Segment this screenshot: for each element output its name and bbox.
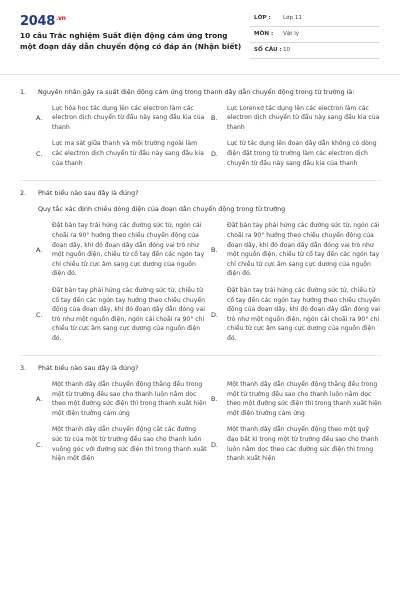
option-c[interactable]	[36, 425, 207, 463]
meta-value: 10	[283, 47, 291, 53]
meta-row-count	[250, 44, 380, 59]
option-letter: A.	[36, 395, 43, 404]
site-logo[interactable]	[20, 14, 66, 29]
question-number: 1.	[20, 88, 27, 96]
question-1	[20, 88, 382, 181]
question-stem	[20, 88, 382, 98]
options-grid	[20, 221, 382, 343]
option-letter: D.	[211, 149, 218, 158]
logo-text: 2048	[20, 14, 55, 29]
option-b[interactable]	[211, 380, 382, 418]
meta-info-box	[250, 12, 380, 60]
options-grid	[20, 380, 382, 464]
option-c[interactable]	[36, 286, 207, 344]
option-text: Một thanh dây dẫn chuyển động thẳng đều trong một từ trường đều sao cho thanh luôn nằm dọc theo một đường sức điện thì trong thanh xuất hiện một điện trường cảm ứng	[227, 381, 382, 417]
option-text: Lực từ tác dụng lên đoạn dây dẫn không có dòng điện đặt trong từ trường làm các electron dịch chuyển từ đầu này sang đầu kia của thanh	[227, 140, 377, 167]
option-letter: C.	[36, 310, 43, 319]
option-letter: D.	[211, 440, 218, 449]
option-letter: A.	[36, 246, 43, 255]
option-text: Lực Lorenxơ tác dụng lên các electron làm các electron dịch chuyển từ đầu này sang đầu kia của thanh	[227, 104, 380, 131]
option-letter: A.	[36, 113, 43, 122]
option-text: Lực ma sát giữa thanh và môi trường ngoài làm các electron dịch chuyển từ đầu này sang đầu kia của thanh	[52, 140, 204, 167]
question-list	[20, 80, 382, 464]
meta-label: MÔN :	[254, 31, 274, 37]
option-a[interactable]	[36, 104, 207, 133]
option-letter: B.	[211, 246, 218, 255]
option-letter: C.	[36, 149, 43, 158]
option-a[interactable]	[36, 380, 207, 418]
option-c[interactable]	[36, 139, 207, 168]
question-subtext: Quy tắc xác định chiều dòng điện của đoạn dẫn chuyển động trong từ trường	[38, 204, 286, 213]
option-text: Đặt bàn tay trái hứng các đường sức từ, ngón cái choãi ra 90° hướng theo chiều chuyển động của đoạn dây, khi đó đoạn dây dẫn đóng vai trò như một nguồn điện, chiều từ cổ tay đến các ngón tay chỉ chiều từ cực âm sang cực dương của nguồn điện đó.	[52, 222, 205, 278]
option-text: Đặt bàn tay phải hứng các đường sức từ, ngón cái choãi ra 90° hướng theo chiều chuyển động của đoạn dây, khi đó đoạn dây dẫn đóng vai trò như một nguồn điện, chiều từ cổ tay đến các ngón tay chỉ chiều từ cực âm sang cực dương của nguồn điện đó.	[227, 222, 380, 278]
logo-suffix: .vn	[55, 14, 66, 22]
meta-label: SỐ CÂU :	[254, 47, 282, 53]
option-letter: D.	[211, 310, 218, 319]
header-divider	[0, 74, 400, 75]
option-d[interactable]	[211, 425, 382, 463]
option-text: Một thanh dây dẫn chuyển động thẳng đều trong một từ trường đều sao cho thanh luôn nằm dọc theo một đường sức điện thì trong thanh xuất hiện một điện trường cảm ứng	[52, 381, 207, 417]
question-number: 3.	[20, 364, 27, 373]
option-letter: C.	[36, 440, 43, 449]
question-stem	[20, 364, 382, 374]
option-b[interactable]	[211, 104, 382, 133]
option-text: Lực hóa học tác dụng lên các electron làm các electron dịch chuyển từ đầu này sang đầu kia của thanh	[52, 104, 205, 131]
options-grid	[20, 104, 382, 169]
question-text: Phát biểu nào sau đây là đúng?	[38, 189, 139, 198]
meta-value: Vật lý	[283, 31, 300, 37]
option-letter: B.	[211, 395, 218, 404]
meta-row-subject	[250, 28, 380, 43]
option-d[interactable]	[211, 286, 382, 344]
option-b[interactable]	[211, 221, 382, 279]
question-text: Nguyên nhân gây ra suất điện động cảm ứng trong thanh dây dẫn chuyển động trong từ trường là:	[38, 88, 355, 96]
option-letter: B.	[211, 113, 218, 122]
option-text: Đặt bàn tay phải hứng các đường sức từ, chiều từ cổ tay đến các ngón tay hướng theo chiều chuyển động của đoạn dây, khi đó đoạn dây dẫn đóng vai trò như một nguồn điện, ngón cái choãi ra 90° chỉ chiều từ cực âm sang cực dương của nguồn điện đó.	[52, 286, 205, 342]
document-header	[0, 0, 400, 72]
meta-label: LỚP :	[254, 15, 271, 21]
question-separator	[20, 355, 382, 356]
question-3	[20, 364, 382, 463]
option-text: Một thanh dây dẫn chuyển động cắt các đường sức từ của một từ trường đều sao cho thanh luôn vuông góc với đường sức điện thì trong thanh xuất hiện một điện	[52, 426, 207, 463]
document-title: 10 câu Trắc nghiệm Suất điện động cảm ứng trong một đoạn dây dẫn chuyển động có đáp án (Nhận biết)	[20, 31, 242, 51]
question-number: 2.	[20, 189, 27, 198]
meta-value: Lớp 11	[283, 15, 302, 21]
meta-row-class	[250, 12, 380, 27]
question-stem	[20, 189, 382, 199]
option-a[interactable]	[36, 221, 207, 279]
option-text: Một thanh dây dẫn chuyển động theo một quỹ đạo bất kì trong một từ trường đều sao cho thanh luôn nằm dọc theo các đường sức điện thì trong thanh xuất hiện	[227, 426, 379, 463]
question-2	[20, 189, 382, 356]
option-text: Đặt bàn tay trái hứng các đường sức từ, chiều từ cổ tay đến các ngón tay hướng theo chiều chuyển động của đoạn dây, khi đó đoạn dây dẫn đóng vai trò như một nguồn điện, ngón cái choãi ra 90° chỉ chiều từ cực âm sang cực dương của nguồn điện đó.	[227, 286, 380, 342]
question-separator	[20, 180, 382, 181]
option-d[interactable]	[211, 139, 382, 168]
question-text: Phát biểu nào sau đây là đúng?	[38, 364, 139, 373]
